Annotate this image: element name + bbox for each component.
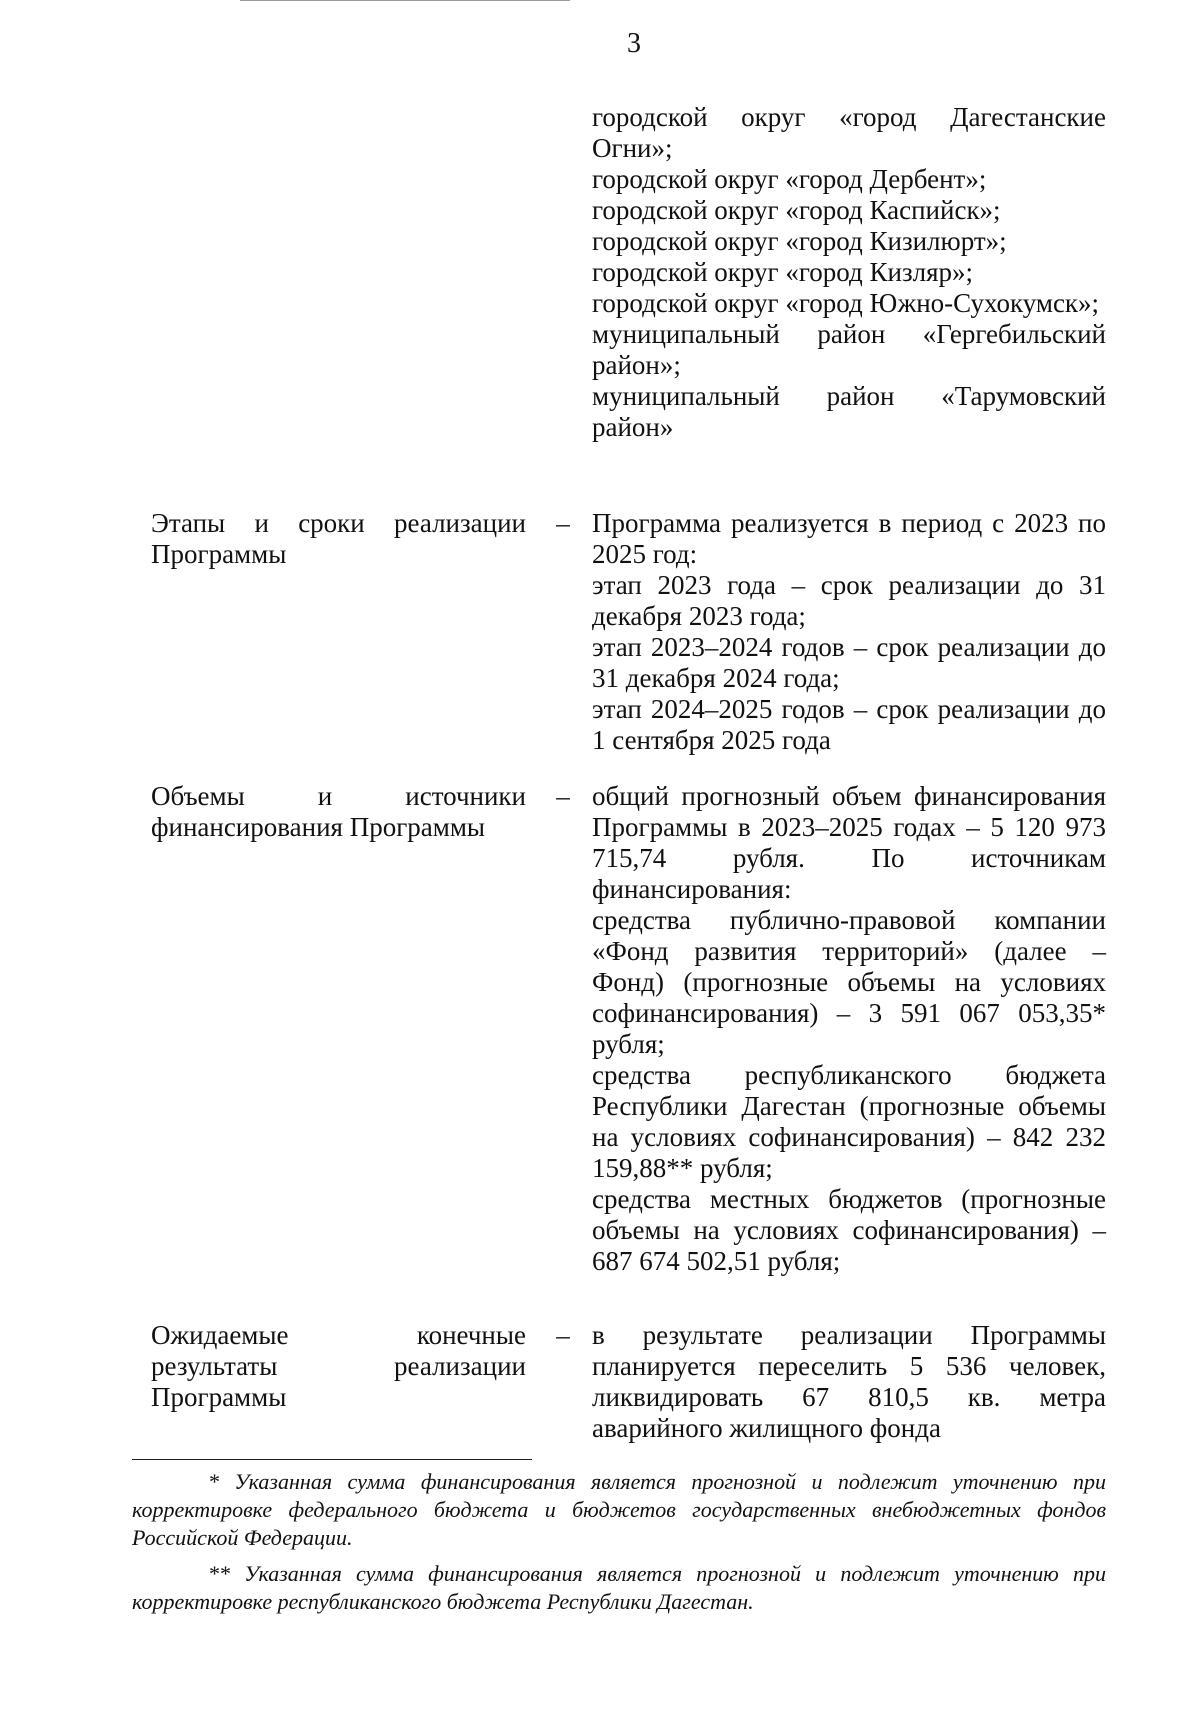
- footnotes: [132, 1468, 1106, 1616]
- stages-line: этап 2024–2025 годов – срок реализации до 1 сентября 2025 года: [592, 694, 1106, 755]
- results-text: [592, 1320, 1106, 1444]
- results-label: Ожидаемые конечные результаты реализации Программы: [151, 1320, 526, 1412]
- financing-text: [592, 781, 1106, 1277]
- page-number: 3: [627, 28, 641, 59]
- municipality-item: городской округ «город Кизляр»;: [592, 257, 974, 287]
- municipality-item: городской округ «город Кизилюрт»;: [592, 226, 1007, 256]
- municipality-item: городской округ «город Дербент»;: [592, 164, 987, 194]
- scan-edge-line: [240, 0, 570, 1]
- stages-dash: –: [556, 508, 570, 538]
- municipality-item: муниципальный район «Гергебильский район»;: [592, 319, 1106, 380]
- stages-label: Этапы и сроки реализации Программы: [151, 508, 526, 569]
- municipality-item: муниципальный район «Тарумовский район»: [592, 381, 1106, 442]
- municipalities-list: [592, 102, 1106, 443]
- financing-line: средства публично-правовой компании «Фонд развития территорий» (далее – Фонд) (прогнозные объемы на условиях софинансирования) – 3 591 067 053,35* рубля;: [592, 905, 1106, 1059]
- financing-dash: –: [556, 781, 570, 811]
- footnote-separator: [132, 1459, 532, 1460]
- stages-text: [592, 508, 1106, 756]
- financing-line: средства республиканского бюджета Республики Дагестан (прогнозные объемы на условиях софинансирования) – 842 232 159,88** рубля;: [592, 1060, 1106, 1183]
- stages-line: Программа реализуется в период с 2023 по 2025 год:: [592, 508, 1106, 569]
- financing-label: Объемы и источники финансирования Программы: [151, 781, 526, 842]
- results-line: в результате реализации Программы планируется переселить 5 536 человек, ликвидировать 67 810,5 кв. метра аварийного жилищного фонда: [592, 1320, 1106, 1443]
- footnote-2: ** Указанная сумма финансирования является прогнозной и подлежит уточнению при корректировке республиканского бюджета Республики Дагестан.: [132, 1561, 1106, 1614]
- financing-line: средства местных бюджетов (прогнозные объемы на условиях софинансирования) – 687 674 502,51 рубля;: [592, 1184, 1106, 1276]
- financing-line: общий прогнозный объем финансирования Программы в 2023–2025 годах – 5 120 973 715,74 рубля. По источникам финансирования:: [592, 781, 1106, 904]
- stages-line: этап 2023–2024 годов – срок реализации до 31 декабря 2024 года;: [592, 632, 1106, 693]
- municipality-item: городской округ «город Южно-Сухокумск»;: [592, 288, 1100, 318]
- municipality-item: городской округ «город Дагестанские Огни»;: [592, 102, 1106, 163]
- municipality-item: городской округ «город Каспийск»;: [592, 195, 1001, 225]
- stages-line: этап 2023 года – срок реализации до 31 декабря 2023 года;: [592, 570, 1106, 631]
- footnote-1: * Указанная сумма финансирования является прогнозной и подлежит уточнению при корректировке федерального бюджета и бюджетов государственных внебюджетных фондов Российской Федерации.: [132, 1469, 1106, 1550]
- results-dash: –: [556, 1320, 570, 1350]
